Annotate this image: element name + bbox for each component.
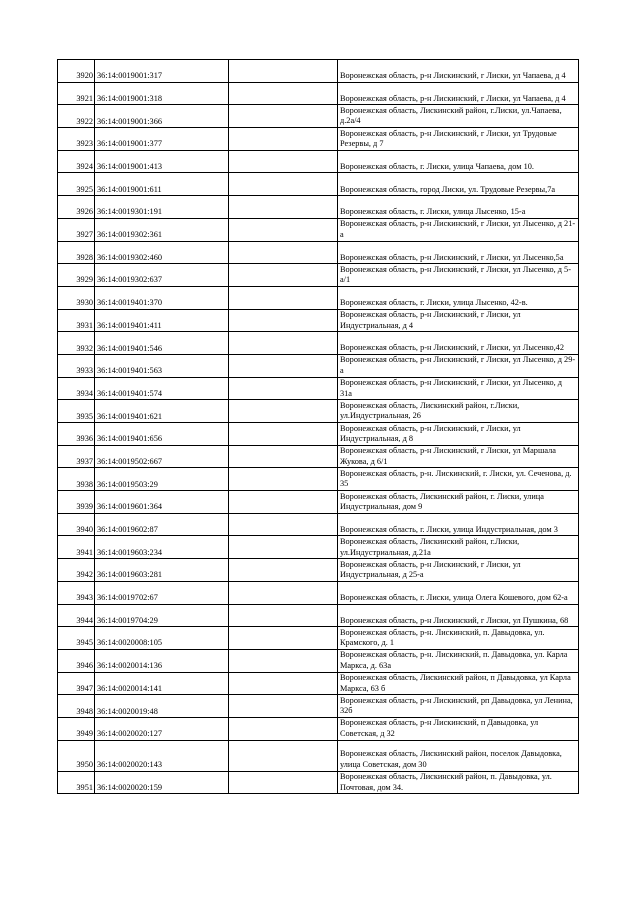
- cadastral-number: 36:14:0019602:87: [95, 513, 229, 536]
- cadastral-number: 36:14:0019603:234: [95, 536, 229, 559]
- table-row: [58, 717, 579, 740]
- cadastral-number: 36:14:0020020:143: [95, 740, 229, 771]
- cadastral-number: 36:14:0020019:48: [95, 695, 229, 718]
- empty-cell: [229, 400, 338, 423]
- address: Воронежская область, р-н Лискинский, г Лиски, ул Лысенко, д 29-а: [338, 354, 579, 377]
- cadastral-number: 36:14:0019401:370: [95, 286, 229, 309]
- table-row: [58, 82, 579, 105]
- address: Воронежская область, Лискинский район, г.Лиски, ул.Индустриальная, 26: [338, 400, 579, 423]
- table-row: [58, 377, 579, 400]
- address: Воронежская область, р-н Лискинский, г Лиски, ул Индустриальная, д 25-а: [338, 559, 579, 582]
- cadastral-number: 36:14:0019601:364: [95, 491, 229, 514]
- address: Воронежская область, р-н Лискинский, п Давыдовка, ул Советская, д 32: [338, 717, 579, 740]
- table-row: [58, 60, 579, 83]
- empty-cell: [229, 196, 338, 219]
- row-number: 3929: [58, 264, 95, 287]
- empty-cell: [229, 105, 338, 128]
- cadastral-number: 36:14:0020008:105: [95, 627, 229, 650]
- row-number: 3927: [58, 218, 95, 241]
- table-row: [58, 536, 579, 559]
- empty-cell: [229, 377, 338, 400]
- empty-cell: [229, 536, 338, 559]
- address: Воронежская область, Лискинский район, г. Лиски, улица Индустриальная, дом 9: [338, 491, 579, 514]
- empty-cell: [229, 218, 338, 241]
- cadastral-number: 36:14:0020014:136: [95, 649, 229, 672]
- row-number: 3924: [58, 150, 95, 173]
- table-row: [58, 354, 579, 377]
- table-row: [58, 695, 579, 718]
- row-number: 3938: [58, 468, 95, 491]
- table-row: [58, 196, 579, 219]
- table-row: [58, 332, 579, 355]
- empty-cell: [229, 173, 338, 196]
- table-row: [58, 241, 579, 264]
- empty-cell: [229, 445, 338, 468]
- table-row: [58, 423, 579, 446]
- row-number: 3923: [58, 128, 95, 151]
- cadastral-number: 36:14:0019702:67: [95, 581, 229, 604]
- address: Воронежская область, Лискинский район, п Давыдовка, ул Карла Маркса, 63 б: [338, 672, 579, 695]
- cadastral-number: 36:14:0019401:563: [95, 354, 229, 377]
- empty-cell: [229, 354, 338, 377]
- cadastral-number: 36:14:0019302:637: [95, 264, 229, 287]
- empty-cell: [229, 627, 338, 650]
- table-row: [58, 604, 579, 627]
- address: Воронежская область, р-н Лискинский, г Лиски, ул Индустриальная, д 4: [338, 309, 579, 332]
- table-row: [58, 771, 579, 794]
- address: Воронежская область, р-н Лискинский, г Лиски, ул Лысенко, д 21-а: [338, 218, 579, 241]
- row-number: 3951: [58, 771, 95, 794]
- row-number: 3947: [58, 672, 95, 695]
- row-number: 3936: [58, 423, 95, 446]
- table-row: [58, 105, 579, 128]
- empty-cell: [229, 423, 338, 446]
- address: Воронежская область, Лискинский район, г.Лиски, ул.Чапаева, д.2а/4: [338, 105, 579, 128]
- address: Воронежская область, р-н Лискинский, рп Давыдовка, ул Ленина, 32б: [338, 695, 579, 718]
- address: Воронежская область, г. Лиски, улица Лысенко, 42-в.: [338, 286, 579, 309]
- property-register-table: [57, 59, 579, 794]
- empty-cell: [229, 559, 338, 582]
- empty-cell: [229, 150, 338, 173]
- table-row: [58, 559, 579, 582]
- row-number: 3933: [58, 354, 95, 377]
- address: Воронежская область, р-н Лискинский, г Лиски, ул Пушкина, 68: [338, 604, 579, 627]
- empty-cell: [229, 672, 338, 695]
- table-row: [58, 468, 579, 491]
- row-number: 3948: [58, 695, 95, 718]
- cadastral-number: 36:14:0019503:29: [95, 468, 229, 491]
- row-number: 3920: [58, 60, 95, 83]
- cadastral-number: 36:14:0019302:361: [95, 218, 229, 241]
- table-row: [58, 309, 579, 332]
- row-number: 3932: [58, 332, 95, 355]
- address: Воронежская область, г. Лиски, улица Лысенко, 15-а: [338, 196, 579, 219]
- cadastral-number: 36:14:0019001:366: [95, 105, 229, 128]
- table-row: [58, 581, 579, 604]
- empty-cell: [229, 82, 338, 105]
- cadastral-number: 36:14:0019502:667: [95, 445, 229, 468]
- empty-cell: [229, 581, 338, 604]
- empty-cell: [229, 740, 338, 771]
- address: Воронежская область, г. Лиски, улица Индустриальная, дом 3: [338, 513, 579, 536]
- empty-cell: [229, 604, 338, 627]
- table-row: [58, 400, 579, 423]
- row-number: 3944: [58, 604, 95, 627]
- cadastral-number: 36:14:0019603:281: [95, 559, 229, 582]
- table-row: [58, 173, 579, 196]
- row-number: 3921: [58, 82, 95, 105]
- row-number: 3941: [58, 536, 95, 559]
- empty-cell: [229, 309, 338, 332]
- empty-cell: [229, 286, 338, 309]
- empty-cell: [229, 649, 338, 672]
- address: Воронежская область, Лискинский район, поселок Давыдовка, улица Советская, дом 30: [338, 740, 579, 771]
- address: Воронежская область, Лискинский район, п. Давыдовка, ул. Почтовая, дом 34.: [338, 771, 579, 794]
- address: Воронежская область, г. Лиски, улица Чапаева, дом 10.: [338, 150, 579, 173]
- cadastral-number: 36:14:0019401:621: [95, 400, 229, 423]
- cadastral-number: 36:14:0020014:141: [95, 672, 229, 695]
- cadastral-number: 36:14:0019401:574: [95, 377, 229, 400]
- cadastral-number: 36:14:0019001:413: [95, 150, 229, 173]
- cadastral-number: 36:14:0019001:317: [95, 60, 229, 83]
- row-number: 3949: [58, 717, 95, 740]
- row-number: 3926: [58, 196, 95, 219]
- address: Воронежская область, р-н Лискинский, г Лиски, ул Лысенко, д 31а: [338, 377, 579, 400]
- row-number: 3940: [58, 513, 95, 536]
- address: Воронежская область, р-н Лискинский, г Лиски, ул Лысенко,5а: [338, 241, 579, 264]
- row-number: 3939: [58, 491, 95, 514]
- cadastral-number: 36:14:0019704:29: [95, 604, 229, 627]
- row-number: 3930: [58, 286, 95, 309]
- cadastral-number: 36:14:0019301:191: [95, 196, 229, 219]
- table-row: [58, 286, 579, 309]
- empty-cell: [229, 468, 338, 491]
- table-row: [58, 218, 579, 241]
- address: Воронежская область, город Лиски, ул. Трудовые Резервы,7а: [338, 173, 579, 196]
- row-number: 3935: [58, 400, 95, 423]
- cadastral-number: 36:14:0019001:377: [95, 128, 229, 151]
- cadastral-number: 36:14:0019001:318: [95, 82, 229, 105]
- empty-cell: [229, 241, 338, 264]
- empty-cell: [229, 128, 338, 151]
- address: Воронежская область, р-н Лискинский, г Лиски, ул Лысенко, д 5-а/1: [338, 264, 579, 287]
- row-number: 3943: [58, 581, 95, 604]
- address: Воронежская область, р-н Лискинский, г Лиски, ул Трудовые Резервы, д 7: [338, 128, 579, 151]
- address: Воронежская область, р-н. Лискинский, п. Давыдовка, ул. Крамского, д. 1: [338, 627, 579, 650]
- row-number: 3928: [58, 241, 95, 264]
- row-number: 3934: [58, 377, 95, 400]
- empty-cell: [229, 717, 338, 740]
- address: Воронежская область, г. Лиски, улица Олега Кошевого, дом 62-а: [338, 581, 579, 604]
- address: Воронежская область, р-н. Лискинский, г. Лиски, ул. Сеченова, д. 35: [338, 468, 579, 491]
- table-row: [58, 491, 579, 514]
- table-row: [58, 445, 579, 468]
- cadastral-number: 36:14:0020020:127: [95, 717, 229, 740]
- address: Воронежская область, р-н Лискинский, г Лиски, ул Маршала Жукова, д 6/1: [338, 445, 579, 468]
- row-number: 3931: [58, 309, 95, 332]
- cadastral-number: 36:14:0019401:411: [95, 309, 229, 332]
- cadastral-number: 36:14:0019302:460: [95, 241, 229, 264]
- row-number: 3942: [58, 559, 95, 582]
- empty-cell: [229, 513, 338, 536]
- address: Воронежская область, р-н. Лискинский, п. Давыдовка, ул. Карла Маркса, д. 63а: [338, 649, 579, 672]
- cadastral-number: 36:14:0019001:611: [95, 173, 229, 196]
- address: Воронежская область, р-н Лискинский, г Лиски, ул Индустриальная, д 8: [338, 423, 579, 446]
- table-row: [58, 150, 579, 173]
- empty-cell: [229, 771, 338, 794]
- table-row: [58, 672, 579, 695]
- cadastral-number: 36:14:0020020:159: [95, 771, 229, 794]
- row-number: 3925: [58, 173, 95, 196]
- address: Воронежская область, р-н Лискинский, г Лиски, ул Чапаева, д 4: [338, 82, 579, 105]
- table-row: [58, 627, 579, 650]
- row-number: 3937: [58, 445, 95, 468]
- address: Воронежская область, Лискинский район, г.Лиски, ул.Индустриальная, д.21а: [338, 536, 579, 559]
- empty-cell: [229, 491, 338, 514]
- row-number: 3945: [58, 627, 95, 650]
- table-row: [58, 740, 579, 771]
- table-row: [58, 128, 579, 151]
- table-row: [58, 513, 579, 536]
- row-number: 3946: [58, 649, 95, 672]
- row-number: 3922: [58, 105, 95, 128]
- cadastral-number: 36:14:0019401:546: [95, 332, 229, 355]
- row-number: 3950: [58, 740, 95, 771]
- table-row: [58, 649, 579, 672]
- empty-cell: [229, 264, 338, 287]
- empty-cell: [229, 332, 338, 355]
- empty-cell: [229, 695, 338, 718]
- register-rows: [58, 60, 579, 794]
- empty-cell: [229, 60, 338, 83]
- address: Воронежская область, р-н Лискинский, г Лиски, ул Лысенко,42: [338, 332, 579, 355]
- cadastral-number: 36:14:0019401:656: [95, 423, 229, 446]
- address: Воронежская область, р-н Лискинский, г Лиски, ул Чапаева, д 4: [338, 60, 579, 83]
- table-row: [58, 264, 579, 287]
